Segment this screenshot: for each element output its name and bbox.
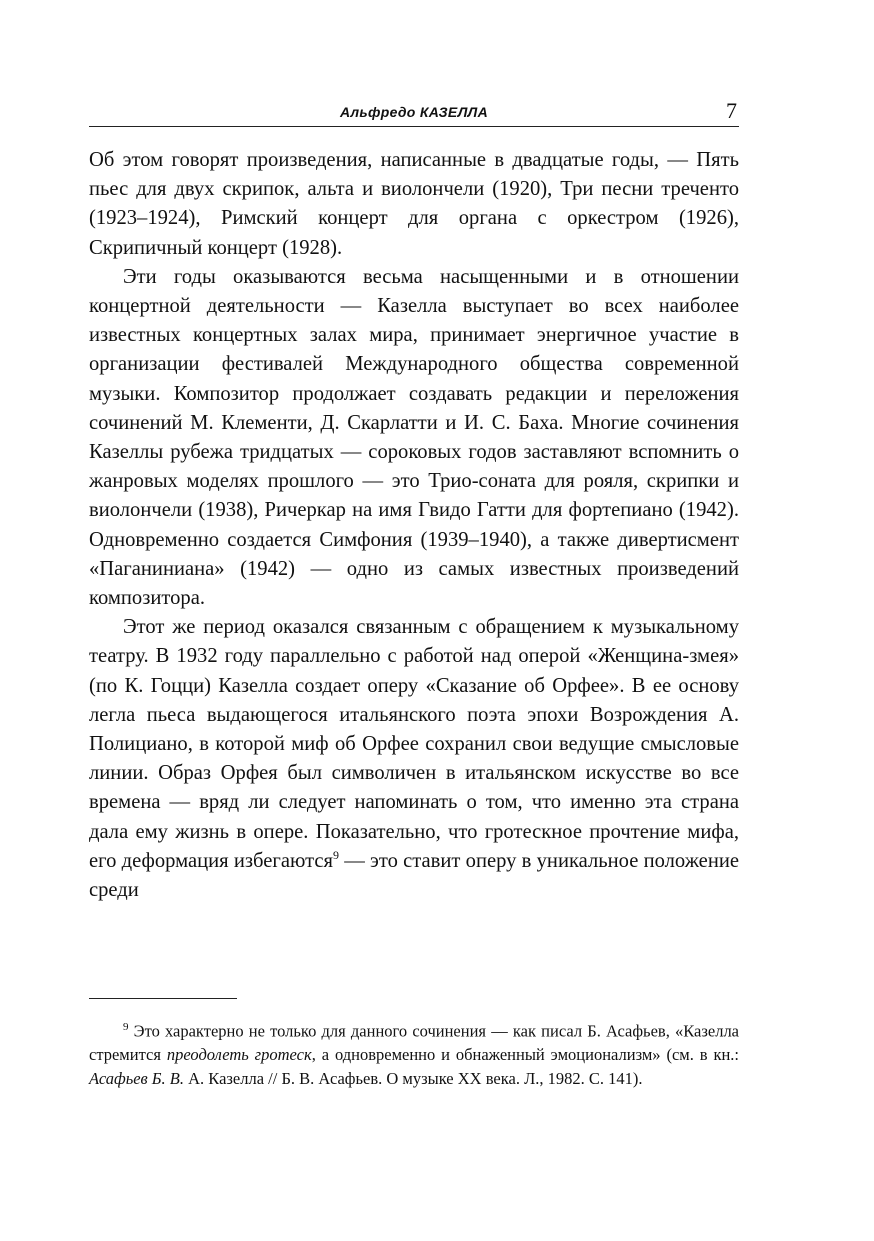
footnote-divider (89, 998, 237, 999)
page-number: 7 (726, 98, 737, 123)
paragraph-2: Эти годы оказываются весьма насыщенными и в отношении концертной деятельности — Казелла выступает во всех наиболее известных концертных залах мира, принимает энергичное участие в организации фестивалей Международного общества современной музыки. Композитор продолжает создавать редакции и переложения сочинений М. Клементи, Д. Скарлатти и И. С. Баха. Многие сочинения Казеллы рубежа тридцатых — сороковых годов заставляют вспомнить о жанровых моделях прошлого — это Трио-соната для рояля, скрипки и виолончели (1938), Ричеркар на имя Гвидо Гатти для фортепиано (1942). Одновременно создается Симфония (1939–1940), а также дивертисмент «Паганиниана» (1942) — одно из самых известных произведений композитора. (89, 265, 739, 610)
paragraph-3 (89, 613, 739, 905)
footnote-reference[interactable]: 9 (332, 848, 339, 863)
footnote-italic-2: Асафьев Б. В. (89, 1068, 184, 1088)
footnote-italic-1: преодолеть гротеск (166, 1045, 312, 1065)
running-title: Альфредо КАЗЕЛЛА (340, 104, 488, 120)
footnote-text-1: Это характерно не только для данного сочинения — как писал Б. Асафьев, «Казелла стремится (89, 1021, 739, 1065)
footnote (89, 1016, 739, 1090)
main-text (89, 146, 739, 905)
footnote-text-3: А. Казелла // Б. В. Асафьев. О музыке XX века. Л., 1982. С. 141). (184, 1068, 643, 1088)
paragraph-3-text-end: — это ставит оперу в уникальное положение среди (89, 849, 739, 902)
running-head (89, 100, 739, 127)
paragraph-3-text: Этот же период оказался связанным с обращением к музыкальному театру. В 1932 году параллельно с работой над оперой «Женщина-змея» (по К. Гоцци) Казелла создает оперу «Сказание об Орфее». В ее основу легла пьеса выдающегося итальянского поэта эпохи Возрождения А. Полициано, в которой миф об Орфее сохранил свои ведущие смысловые линии. Образ Орфея был символичен в итальянском искусстве во все времена — вряд ли следует напоминать о том, что именно эта страна дала ему жизнь в опере. Показательно, что гротескное прочтение мифа, его деформация избегаются (89, 616, 739, 872)
footnote-text-2: , а одновременно и обнаженный эмоционализм» (см. в кн.: (311, 1045, 739, 1065)
paragraph-1: Об этом говорят произведения, написанные в двадцатые годы, — Пять пьес для двух скрипок, альта и виолончели (1920), Три песни треченто (1923–1924), Римский концерт для органа с оркестром (1926), Скрипичный концерт (1928). (89, 149, 739, 259)
footnote-marker: 9 (123, 1021, 129, 1033)
